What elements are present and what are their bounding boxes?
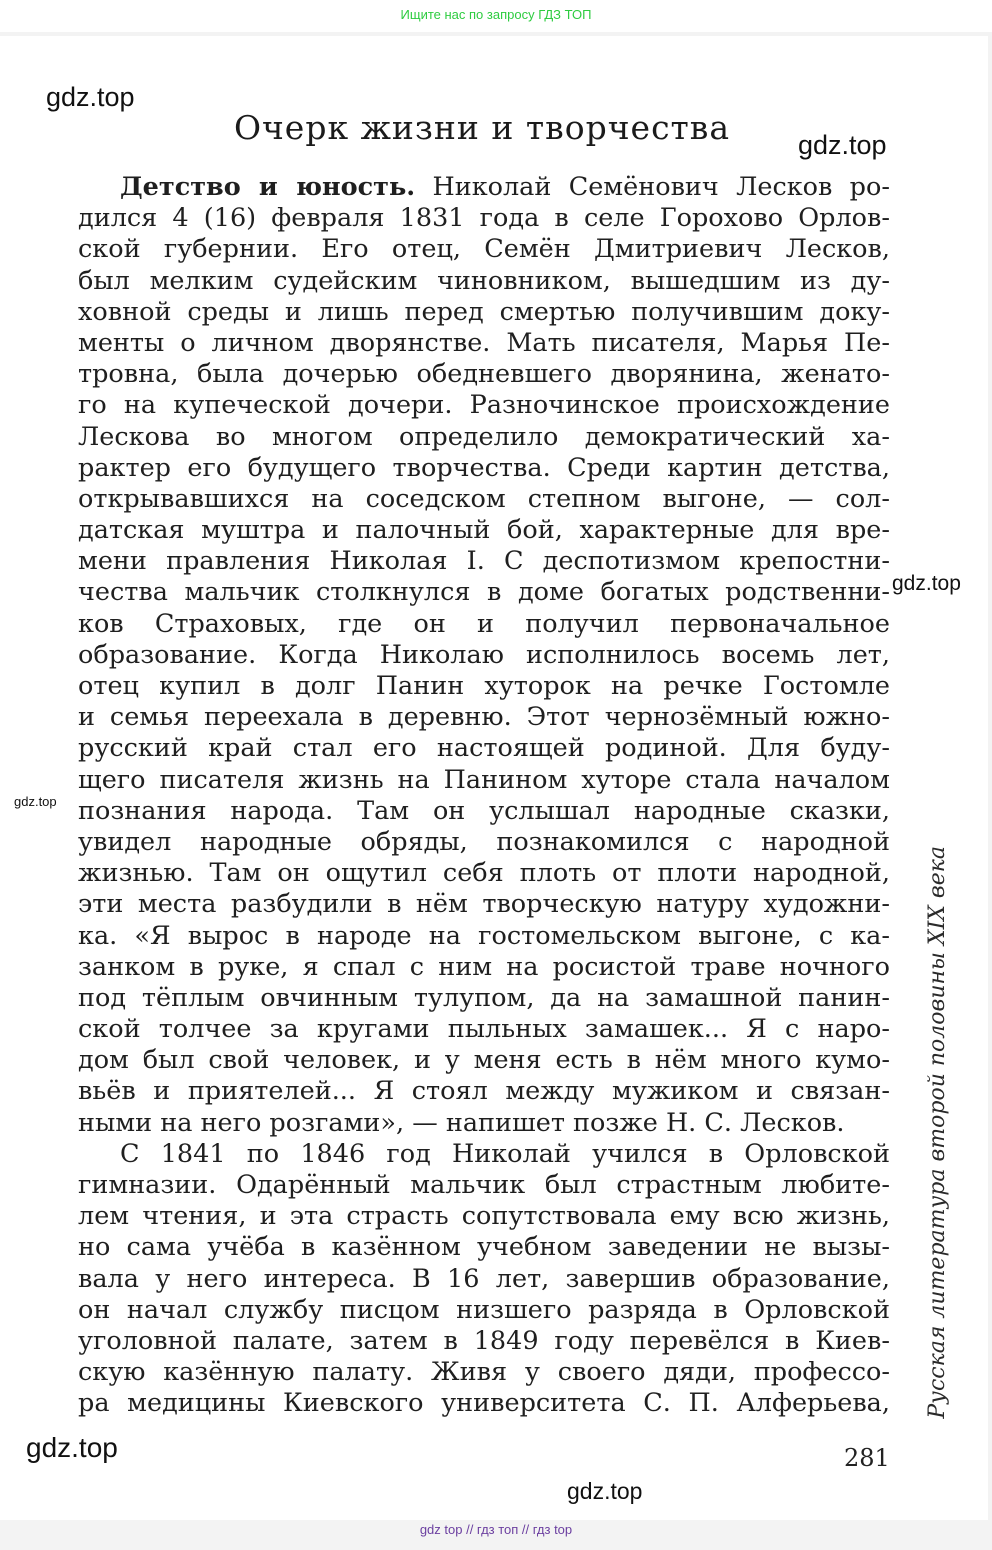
text-line: вьёв и приятелей... Я стоял между мужиком и связан- xyxy=(78,1076,890,1107)
page-title: Очерк жизни и творчества xyxy=(233,108,731,147)
text-line: он начал службу писцом низшего разряда в Орловской xyxy=(78,1294,890,1325)
watermark: gdz.top xyxy=(567,1478,643,1504)
text-line: ской толчее за кругами пыльных замашек... Я с наро- xyxy=(78,1014,890,1045)
text-line: менты о личном дворянстве. Мать писателя, Марья Пе- xyxy=(78,327,890,358)
section-heading: Детство и юность. xyxy=(120,172,416,202)
text-line: ков Страховых, где он и получил первоначальное xyxy=(78,608,890,639)
text-line: ра медицины Киевского университета С. П. Алферьева, xyxy=(78,1388,890,1419)
text-line: под тёплым овчинным тулупом, да на замашной панин- xyxy=(78,982,890,1013)
side-running-title xyxy=(918,846,956,1418)
text-line: скую казённую палату. Живя у своего дяди, профессо- xyxy=(78,1357,890,1388)
text-line: уголовной палате, затем в 1849 году перевёлся в Киев- xyxy=(78,1325,890,1356)
text-line: рактер его будущего творчества. Среди картин детства, xyxy=(78,452,890,483)
top-banner-text: Ищите нас по запросу ГДЗ ТОП xyxy=(400,7,592,22)
text-line: но сама учёба в казённом учебном заведении не вызы- xyxy=(78,1232,890,1263)
text-line: датская муштра и палочный бой, характерные для вре- xyxy=(78,515,890,546)
watermark: gdz.top xyxy=(798,130,887,160)
watermark: gdz.top xyxy=(892,572,961,595)
side-running-title-text: Русская литература второй половины XIX века xyxy=(924,845,950,1419)
text-line: Лескова во многом определило демократический ха- xyxy=(78,421,890,452)
text-line: мени правления Николая I. С деспотизмом крепостни- xyxy=(78,546,890,577)
text-line: чества мальчик столкнулся в доме богатых родственни- xyxy=(78,577,890,608)
text-line: и семья переехала в деревню. Этот чернозёмный южно- xyxy=(78,702,890,733)
text-line: гимназии. Одарённый мальчик был страстным любите- xyxy=(78,1170,890,1200)
text-line: лем чтения, и эта страсть сопутствовала ему всю жизнь, xyxy=(78,1201,890,1232)
text-line: познания народа. Там он услышал народные сказки, xyxy=(78,795,890,826)
text-line: образование. Когда Николаю исполнилось восемь лет, xyxy=(78,639,890,670)
text-line: Детство и юность. Николай Семёнович Лесков ро- xyxy=(120,172,890,202)
watermark: gdz.top xyxy=(26,1432,118,1463)
text-line: жизнью. Там он ощутил себя плоть от плоти народной, xyxy=(78,858,890,889)
text-line: С 1841 по 1846 год Николай учился в Орловской xyxy=(120,1138,890,1169)
text-line: занком в руке, я спал с ним на росистой траве ночного xyxy=(78,951,890,982)
watermark: gdz.top xyxy=(46,82,135,112)
footer-links: gdz top // гдз топ // гдз top xyxy=(419,1522,573,1537)
text-line: вала у него интереса. В 16 лет, завершив образование, xyxy=(78,1263,890,1294)
watermark: gdz.top xyxy=(14,794,57,809)
text-line: эти места разбудили в нём творческую натуру художни- xyxy=(78,889,890,920)
text-line: го на купеческой дочери. Разночинское происхождение xyxy=(78,390,890,421)
text-line: русский край стал его настоящей родиной. Для буду- xyxy=(78,733,890,764)
text-line: тровна, была дочерью обедневшего дворянина, женато- xyxy=(78,359,890,390)
text-line: ка. «Я вырос в народе на гостомельском выгоне, с ка- xyxy=(78,920,890,951)
text-line: был мелким судейским чиновником, вышедшим из ду- xyxy=(78,265,890,296)
text-line: дился 4 (16) февраля 1831 года в селе Горохово Орлов- xyxy=(78,203,890,234)
text-line: щего писателя жизнь на Панином хуторе стала началом xyxy=(78,764,890,795)
text-line: открывавшихся на соседском степном выгоне, — сол- xyxy=(78,483,890,514)
top-banner xyxy=(0,0,992,32)
text-line: дом был свой человек, и у меня есть в нём много кумо- xyxy=(78,1045,890,1076)
text-line: отец купил в долг Панин хуторок на речке Гостомле xyxy=(78,671,890,701)
text-line: ными на него розгами», — напишет позже Н. С. Лесков. xyxy=(78,1107,845,1138)
body-text xyxy=(78,172,890,1420)
page-number: 281 xyxy=(844,1444,890,1472)
text-line: ховной среды и лишь перед смертью получившим доку- xyxy=(78,296,890,327)
text-line: увидел народные обряды, познакомился с народной xyxy=(78,826,890,857)
text-line: ской губернии. Его отец, Семён Дмитриевич Лесков, xyxy=(78,234,890,265)
